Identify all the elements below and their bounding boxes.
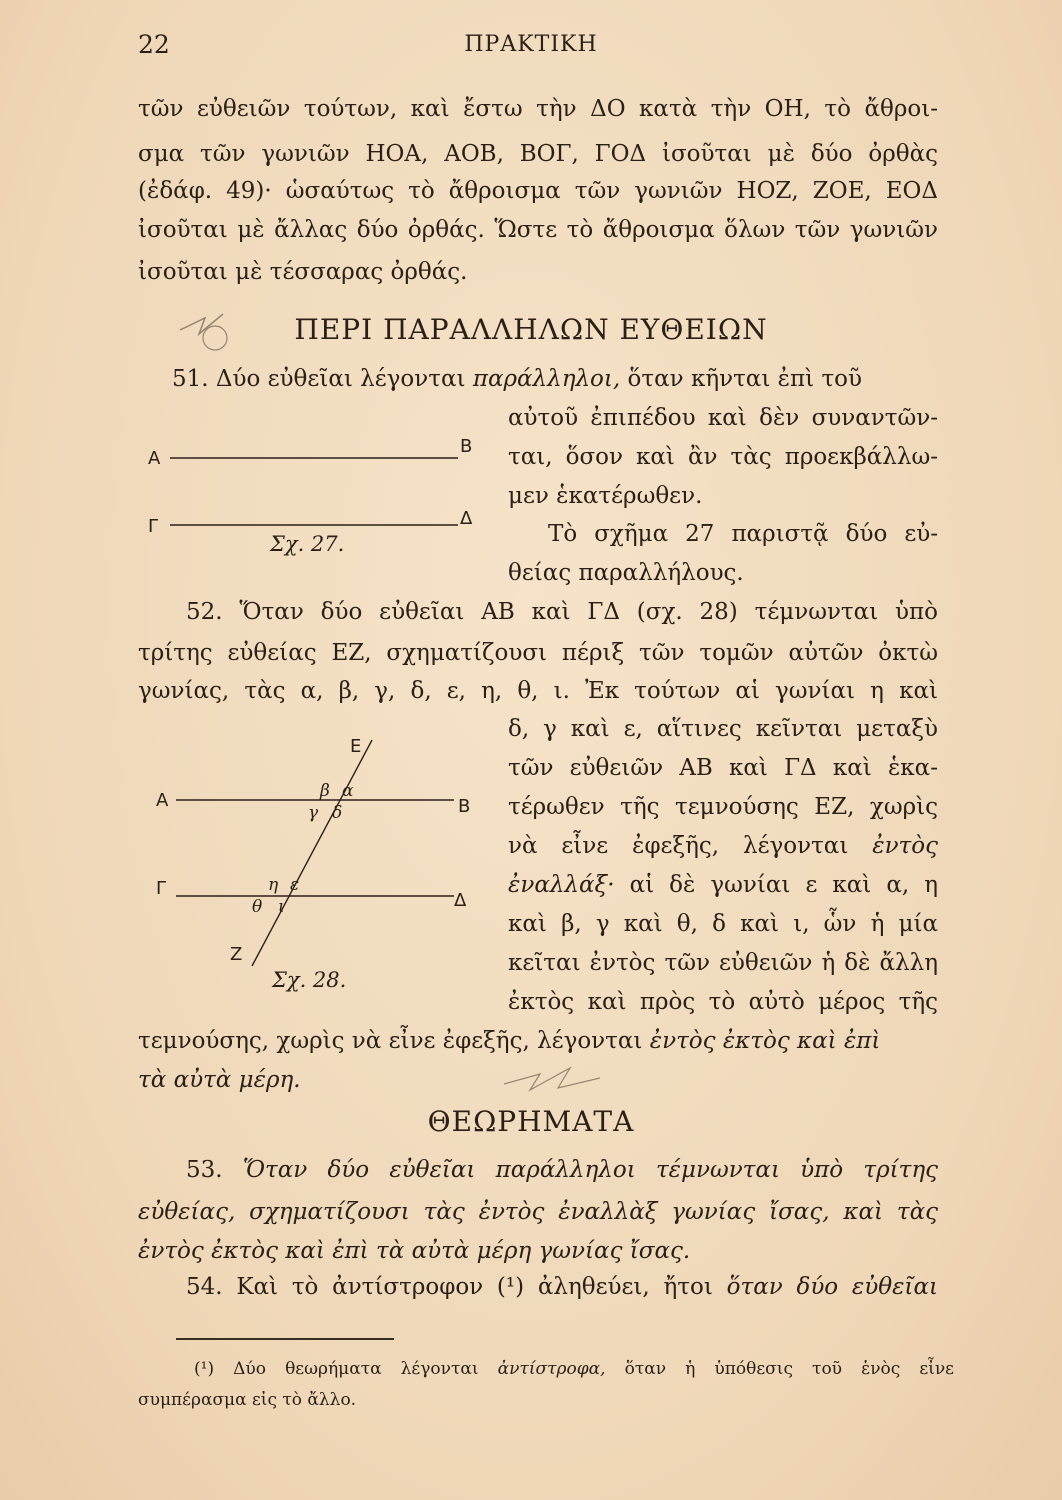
text-line: 52. Ὅταν δύο εὐθεῖαι ΑΒ καὶ ΓΔ (σχ. 28) τέμνωνται ὑπὸ	[186, 599, 938, 625]
text-line: σμα τῶν γωνιῶν ΗΟΑ, ΑΟΒ, ΒΟΓ, ΓΟΔ ἰσοῦται μὲ δύο ὀρθὰς	[138, 141, 938, 167]
footnote-line: συμπέρασμα εἰς τὸ ἄλλο.	[138, 1390, 357, 1410]
s52-term-enallax: ἐναλλάξ·	[508, 872, 615, 898]
label-b: Β	[458, 796, 471, 817]
label-d: Δ	[460, 508, 473, 529]
label-d: Δ	[454, 890, 467, 911]
text-line: εὐθείας, σχηματίζουσι τὰς ἐντὸς ἐναλλὰξ γωνίας ἴσας, καὶ τὰς	[138, 1199, 938, 1225]
label-eta: η	[268, 875, 279, 895]
text-line: θείας παραλλήλους.	[508, 560, 744, 586]
s54-term: ὅταν δύο εὐθεῖαι	[726, 1274, 938, 1300]
s52-term-tail: ἐντὸς ἐκτὸς καὶ ἐπὶ	[649, 1028, 881, 1054]
text-line: τρίτης εὐθείας ΕΖ, σχηματίζουσι πέριξ τῶν τομῶν αὐτῶν ὀκτὼ	[138, 640, 938, 666]
text-line: τέρωθεν τῆς τεμνούσης ΕΖ, χωρὶς	[508, 794, 938, 820]
section-heading-theorems: ΘΕΩΡΗΜΑΤΑ	[427, 1105, 635, 1138]
text-line-tail	[138, 1030, 880, 1053]
text-line: ἰσοῦται μὲ τέσσαρας ὀρθάς.	[138, 259, 468, 285]
text-line: δ, γ καὶ ε, αἵτινες κεῖνται μεταξὺ	[508, 716, 938, 742]
text-line: ἰσοῦται μὲ ἄλλας δύο ὀρθάς. Ὥστε τὸ ἄθροισμα ὅλων τῶν γωνιῶν	[138, 217, 938, 243]
running-title: ΠΡΑΚΤΙΚΗ	[464, 32, 598, 57]
s52-text: τεμνούσης, χωρὶς νὰ εἶνε ἐφεξῆς, λέγονται	[138, 1028, 643, 1054]
label-z: Ζ	[230, 944, 243, 965]
s52-term-entos: ἐντὸς	[872, 833, 939, 859]
label-g: Γ	[148, 516, 159, 537]
text-line-54	[186, 1276, 938, 1299]
section-heading-parallels: ΠΕΡΙ ΠΑΡΑΛΛΗΛΩΝ ΕΥΘΕΙΩΝ	[294, 313, 768, 346]
s54-lead: 54. Καὶ τὸ ἀντίστροφον (¹) ἀληθεύει, ἤτοι	[186, 1274, 713, 1300]
label-gamma: γ	[308, 803, 319, 823]
label-b: Β	[460, 436, 473, 457]
label-a: Α	[156, 790, 169, 811]
text-line: τῶν εὐθειῶν ΑΒ καὶ ΓΔ καὶ ἑκα-	[508, 755, 938, 781]
pencil-mark-icon	[500, 1060, 620, 1100]
line-ez	[252, 740, 372, 966]
label-g: Γ	[156, 878, 167, 899]
s51-lead-rest: ὅταν κῆνται ἐπὶ τοῦ	[627, 366, 863, 392]
figure-28-drawing	[140, 728, 500, 998]
text-line: μεν ἑκατέρωθεν.	[508, 483, 703, 509]
text-line: καὶ β, γ καὶ θ, δ καὶ ι, ὧν ἡ μία	[508, 911, 938, 937]
s53-number: 53.	[186, 1157, 223, 1183]
figure-28	[140, 728, 500, 998]
text-line-entos	[508, 835, 938, 858]
figure-27-caption: Σχ. 27.	[270, 532, 345, 556]
page-header	[0, 28, 1062, 68]
label-theta: θ	[252, 897, 263, 917]
text-line: (ἐδάφ. 49)· ὡσαύτως τὸ ἄθροισμα τῶν γωνιῶν ΗΟΖ, ΖΟΕ, ΕΟΔ	[138, 178, 938, 204]
s51-lead: 51. Δύο εὐθεῖαι λέγονται	[172, 366, 466, 392]
text-line-51	[172, 368, 862, 391]
text-line: τῶν εὐθειῶν τούτων, καὶ ἔστω τὴν ΔΟ κατὰ τὴν ΟΗ, τὸ ἄθροι-	[138, 96, 938, 122]
text-line: ἐκτὸς καὶ πρὸς τὸ αὐτὸ μέρος τῆς	[508, 989, 938, 1015]
s53-text: Ὅταν δύο εὐθεῖαι παράλληλοι τέμνωνται ὑπὸ τρίτης	[242, 1157, 938, 1183]
label-alpha: α	[342, 781, 354, 801]
footnote-line	[194, 1361, 954, 1378]
label-iota: ι	[278, 897, 285, 917]
text-line-enallax	[508, 874, 938, 897]
page-number: 22	[138, 30, 170, 59]
footnote-term: ἀντίστροφα,	[497, 1359, 606, 1379]
footnote-rule	[176, 1338, 394, 1340]
footnote-text: ὅταν ἡ ὑπόθεσις τοῦ ἑνὸς εἶνε	[624, 1359, 954, 1379]
text-line: γωνίας, τὰς α, β, γ, δ, ε, η, θ, ι. Ἐκ τούτων αἱ γωνίαι η καὶ	[138, 678, 938, 704]
text-line: ἐντὸς ἐκτὸς καὶ ἐπὶ τὰ αὐτὰ μέρη γωνίας ἴσας.	[138, 1238, 691, 1264]
text-line: Τὸ σχῆμα 27 παριστᾷ δύο εὐ-	[548, 521, 938, 547]
s52-text: νὰ εἶνε ἐφεξῆς, λέγονται	[508, 833, 849, 859]
figure-28-caption: Σχ. 28.	[272, 968, 347, 992]
figure-27	[140, 436, 480, 570]
text-line: αὐτοῦ ἐπιπέδου καὶ δὲν συναντῶν-	[508, 405, 938, 431]
text-line: ται, ὅσον καὶ ἂν τὰς προεκβάλλω-	[508, 444, 938, 470]
s52-text: αἱ δὲ γωνίαι ε καὶ α, η	[629, 872, 938, 898]
text-line: κεῖται ἐντὸς τῶν εὐθειῶν ἡ δὲ ἄλλη	[508, 950, 938, 976]
label-beta: β	[320, 781, 330, 801]
label-epsilon: ε	[290, 875, 300, 895]
label-e: Ε	[350, 736, 362, 757]
text-line-53	[186, 1159, 938, 1182]
s51-term: παράλληλοι,	[472, 366, 621, 392]
text-line: τὰ αὐτὰ μέρη.	[138, 1067, 301, 1093]
footnote-text: (¹) Δύο θεωρήματα λέγονται	[194, 1359, 479, 1379]
label-delta: δ	[332, 803, 343, 823]
label-a: Α	[148, 448, 161, 469]
